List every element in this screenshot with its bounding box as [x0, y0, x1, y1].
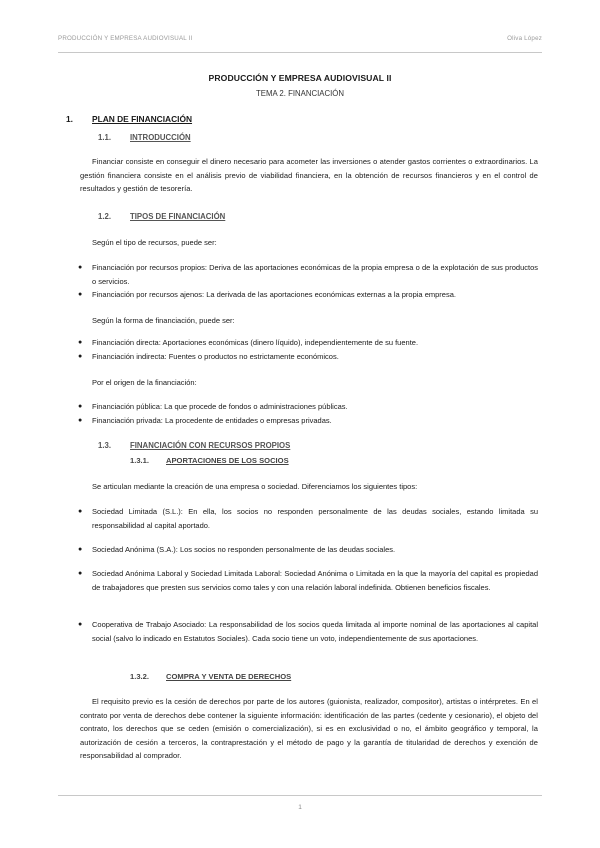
section-1-3-title: FINANCIACIÓN CON RECURSOS PROPIOS [130, 441, 291, 450]
section-1-title: PLAN DE FINANCIACIÓN [92, 114, 193, 124]
section-1-1-number: 1.1. [98, 133, 112, 142]
list-item: Sociedad Anónima (S.A.): Los socios no responden personalmente de las deudas sociales. [92, 545, 396, 554]
list-item: Financiación por recursos ajenos: La derivada de las aportaciones económicas externas a la propia empresa. [92, 290, 456, 299]
bullet-icon: ● [78, 291, 83, 298]
list-item: Sociedad Anónima Laboral y Sociedad Limitada Laboral: Sociedad Anónima o Limitada en la que la mayoría del capital es propiedad de trabajadores que presten sus servicios como tales y con una relación laboral indefinida. Obtienen beneficios fiscales. [92, 569, 538, 592]
list-item: Cooperativa de Trabajo Asociado: La responsabilidad de los socios queda limitada al importe nominal de las aportaciones al capital social (salvo lo indicado en Estatutos Sociales). Cada socio tiene un voto, independientemente de sus aportaciones. [92, 620, 538, 643]
section-1-2-title: TIPOS DE FINANCIACIÓN [130, 212, 226, 221]
lead-forma: Según la forma de financiación, puede ser: [92, 316, 235, 325]
section-1-3-number: 1.3. [98, 441, 112, 450]
list-item: Sociedad Limitada (S.L.): En ella, los socios no responden personalmente de las deudas sociales, estando limitada su responsabilidad al capital aportado. [92, 507, 538, 530]
list-item: Financiación directa: Aportaciones económicas (dinero líquido), independientemente de su fuente. [92, 338, 419, 347]
bullet-icon: ● [78, 264, 83, 271]
section-1-3-1-title: APORTACIONES DE LOS SOCIOS [166, 456, 289, 465]
bullet-icon: ● [78, 508, 83, 515]
list-item: Financiación pública: La que procede de fondos o administraciones públicas. [92, 402, 348, 411]
bullet-icon: ● [78, 570, 83, 577]
page-number: 1 [298, 804, 302, 811]
lead-recursos: Según el tipo de recursos, puede ser: [92, 238, 217, 247]
bullet-icon: ● [78, 353, 83, 360]
section-1-2-number: 1.2. [98, 212, 112, 221]
section-1-1-title: INTRODUCCIÓN [130, 133, 191, 142]
intro-paragraph: Financiar consiste en conseguir el dinero necesario para acometer las inversiones o atender gastos corrientes o extraordinarios. La gestión financiera consiste en el análisis previo de viabilidad financiera, en la obtención de recursos financieros y en el control de resultados y gestión de tesorería. [80, 157, 538, 193]
header-author: Oliva López [507, 35, 542, 42]
section-1-3-2-number: 1.3.2. [130, 672, 149, 681]
section-1-number: 1. [66, 114, 73, 124]
list-item: Financiación por recursos propios: Deriva de las aportaciones económicas de la propia empresa o de la explotación de sus productos o servicios. [92, 263, 538, 286]
bullet-icon: ● [78, 417, 83, 424]
section-1-3-1-number: 1.3.1. [130, 456, 149, 465]
bullet-icon: ● [78, 403, 83, 410]
list-item: Financiación indirecta: Fuentes o productos no estrictamente económicos. [92, 352, 339, 361]
section-1-3-2-title: COMPRA Y VENTA DE DERECHOS [166, 672, 292, 681]
bullet-icon: ● [78, 546, 83, 553]
lead-origen: Por el origen de la financiación: [92, 378, 197, 387]
list-item: Financiación privada: La procedente de entidades o empresas privadas. [92, 416, 332, 425]
rights-paragraph: El requisito previo es la cesión de derechos por parte de los autores (guionista, realizador, compositor), artistas o intérpretes. En el contrato por venta de derechos debe contener la siguiente información: identificación de las partes (cedente y cesionario), el objeto del contrato, los derechos que se ceden (emisión o comercialización), si es en exclusividad o no, el ámbito geográfico y temporal, la autorización de cesión a terceros, la contraprestación y el método de pago y la garantía de titularidad de derechos y exención de responsabilidad al comprador. [80, 697, 538, 760]
lead-socios: Se articulan mediante la creación de una empresa o sociedad. Diferenciamos los siguientes tipos: [92, 482, 418, 491]
bullet-icon: ● [78, 621, 83, 628]
header-title: PRODUCCIÓN Y EMPRESA AUDIOVISUAL II [58, 35, 193, 42]
footer-rule [58, 795, 542, 796]
bullet-icon: ● [78, 339, 83, 346]
document-subtitle: TEMA 2. FINANCIACIÓN [256, 89, 344, 98]
page-header [58, 35, 542, 42]
header-rule [58, 52, 542, 53]
document-title: PRODUCCIÓN Y EMPRESA AUDIOVISUAL II [208, 73, 392, 83]
